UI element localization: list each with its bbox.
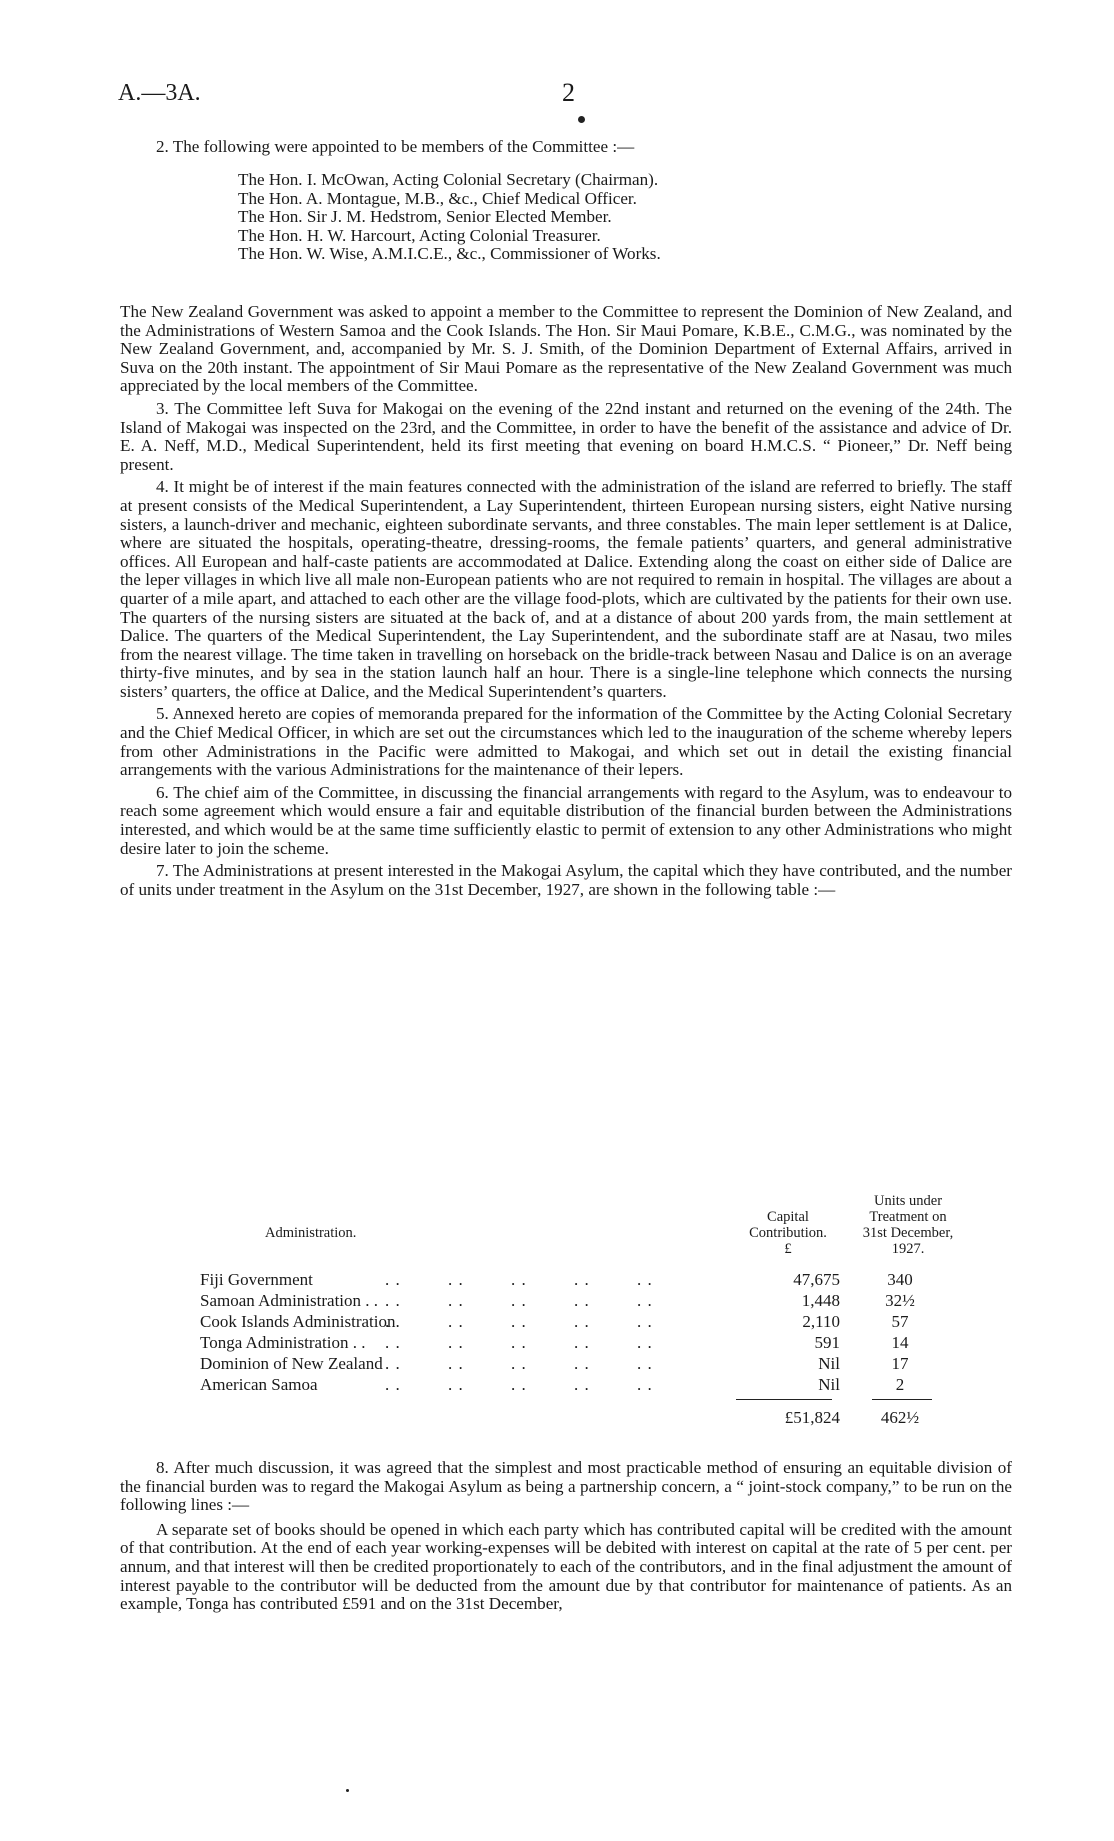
row-capital: 591 — [814, 1333, 840, 1352]
row-capital: Nil — [818, 1375, 840, 1394]
paragraph-3: 3. The Committee left Suva for Makogai on the evening of the 22nd instant and returned on the evening of the 24th. The Island of Makogai was inspected on the 23rd, and the Committee, in order to have the benefit of the assistance and advice of Dr. E. A. Neff, M.D., Medical Superintendent, held its first meeting that evening on board H.M.C.S. “ Pioneer,” Dr. Neff being present. — [120, 398, 1012, 474]
document-reference: A.—3A. — [118, 80, 201, 106]
row-capital: 1,448 — [801, 1291, 840, 1310]
committee-members-list — [238, 171, 661, 264]
speck-mark — [346, 1789, 349, 1792]
paragraph-5: 5. Annexed hereto are copies of memoranda prepared for the information of the Committee by the Acting Colonial Secretary and the Chief Medical Officer, in which are set out the circumstances which led to the inauguration of the scheme whereby lepers from other Administrations in the Pacific were admitted to Makogai, and which set out in detail the existing financial arrangements with the various Administrations for the maintenance of their lepers. — [120, 704, 1012, 780]
table-row — [200, 1353, 980, 1374]
paragraph-2-intro: 2. The following were appointed to be members of the Committee :— — [156, 137, 635, 156]
row-administration: Tonga Administration . . — [200, 1333, 366, 1352]
row-administration: Samoan Administration . . — [200, 1291, 379, 1310]
page-number: 2 — [562, 78, 575, 107]
dot-leader: . . . . . . . . . . — [385, 1354, 653, 1373]
row-units: 57 — [891, 1312, 909, 1331]
row-units: 340 — [887, 1270, 913, 1289]
dot-leader: . . . . . . . . . . — [385, 1312, 653, 1331]
table-row — [200, 1332, 980, 1353]
paragraph-6: 6. The chief aim of the Committee, in discussing the financial arrangements with regard to the Asylum, was to endeavour to reach some agreement which would ensure a fair and equitable distribution of the financial burden between the Administrations interested, and which would be at the same time sufficiently elastic to permit of extension to any other Administrations who might desire later to join the scheme. — [120, 782, 1012, 858]
row-units: 14 — [891, 1333, 909, 1352]
member-line: The Hon. H. W. Harcourt, Acting Colonial Treasurer. — [238, 225, 601, 245]
member-line: The Hon. I. McOwan, Acting Colonial Secretary (Chairman). — [238, 170, 659, 189]
capital-total-rule — [736, 1399, 832, 1400]
column-header-capital: Capital Contribution. £ — [749, 1209, 827, 1257]
dot-leader: . . . . . . . . . . — [385, 1270, 653, 1289]
row-units: 17 — [891, 1354, 909, 1373]
capital-total: £51,824 — [784, 1408, 840, 1427]
member-line: The Hon. W. Wise, A.M.I.C.E., &c., Commissioner of Works. — [238, 244, 661, 264]
units-total-rule — [872, 1399, 932, 1400]
column-header-administration: Administration. — [265, 1225, 357, 1241]
dot-leader: . . . . . . . . . . — [385, 1333, 653, 1352]
paragraph-nz-representative: The New Zealand Government was asked to appoint a member to the Committee to represent the Dominion of New Zealand, and the Administrations of Western Samoa and the Cook Islands. The Hon. Sir Maui Pomare, K.B.E., C.M.G., was nominated by the New Zealand Government, and, accompanied by Mr. S. J. Smith, of the Dominion Department of External Affairs, arrived in Suva on the 20th instant. The appointment of Sir Maui Pomare as the representative of the New Zealand Government was much appreciated by the local members of the Committee. — [120, 302, 1012, 396]
units-total: 462½ — [880, 1408, 920, 1427]
row-capital: Nil — [818, 1354, 840, 1373]
paragraphs-block-b — [120, 1459, 1012, 1614]
paragraph-7: 7. The Administrations at present interested in the Makogai Asylum, the capital which they have contributed, and the number of units under treatment in the Asylum on the 31st December, 1927, are shown in the following table :— — [120, 861, 1012, 899]
row-units: 2 — [895, 1375, 905, 1394]
table-row — [200, 1269, 980, 1290]
paragraph-8: 8. After much discussion, it was agreed that the simplest and most practicable method of ensuring an equitable division of the financial burden was to regard the Makogai Asylum as being a partnership concern, a “ joint-stock company,” to be run on the following lines :— — [120, 1458, 1012, 1515]
row-units: 32½ — [885, 1291, 915, 1310]
row-administration: Fiji Government — [200, 1270, 313, 1289]
column-header-units: Units under Treatment on 31st December, 1927. — [862, 1193, 954, 1257]
member-line: The Hon. Sir J. M. Hedstrom, Senior Elected Member. — [238, 207, 612, 227]
row-administration: Cook Islands Administration — [200, 1312, 396, 1331]
paragraphs-block-a — [120, 303, 1012, 899]
row-capital: 2,110 — [802, 1312, 840, 1331]
row-administration: American Samoa — [200, 1375, 318, 1394]
row-capital: 47,675 — [793, 1270, 840, 1289]
table-row — [200, 1290, 980, 1311]
paragraph-4: 4. It might be of interest if the main features connected with the administration of the island are referred to briefly. The staff at present consists of the Medical Superintendent, a Lay Superintendent, thirteen European nursing sisters, eight Native nursing sisters, a launch-driver and mechanic, eighteen subordinate servants, and three constables. The main leper settlement is at Dalice, where are situated the hospitals, operating-theatre, dressing-rooms, the female patients’ quarters, and general administrative offices. All European and half-caste patients are accommodated at Dalice. Extending along the coast on either side of Dalice are the leper villages in which live all male non-European patients who are not required to remain in hospital. The villages are about a quarter of a mile apart, and attached to each other are the village food-plots, which are cultivated by the patients for their own use. The quarters of the nursing sisters are situated at the back of, and at a distance of about 200 yards from, the main settlement at Dalice. The quarters of the Medical Superintendent, the Lay Superintendent, and the subordinate staff are at Nasau, two miles from the nearest village. The time taken in travelling on horseback on the bridle-track between Nasau and Dalice is on an average thirty-five minutes, and by sea in the station launch half an hour. There is a single-line telephone which connects the nursing sisters’ quarters, the office at Dalice, and the Medical Superintendent’s quarters. — [120, 477, 1012, 701]
dot-leader: . . . . . . . . . . — [385, 1375, 653, 1394]
dot-leader: . . . . . . . . . . — [385, 1291, 653, 1310]
row-administration: Dominion of New Zealand — [200, 1354, 383, 1373]
speck-mark — [578, 116, 585, 123]
table-row — [200, 1374, 980, 1395]
member-line: The Hon. A. Montague, M.B., &c., Chief Medical Officer. — [238, 188, 637, 208]
table-row — [200, 1311, 980, 1332]
table-body — [200, 1269, 980, 1395]
paragraph-books: A separate set of books should be opened in which each party which has contributed capital will be credited with the amount of that contribution. At the end of each year working-expenses will be debited with interest on capital at the rate of 5 per cent. per annum, and that interest will then be credited proportionately to each of the contributors, and in the final adjustment the amount of interest payable to the contributor will be deducted from the amount due by that contributor for maintenance of patients. As an example, Tonga has contributed £591 and on the 31st December, — [120, 1519, 1012, 1614]
